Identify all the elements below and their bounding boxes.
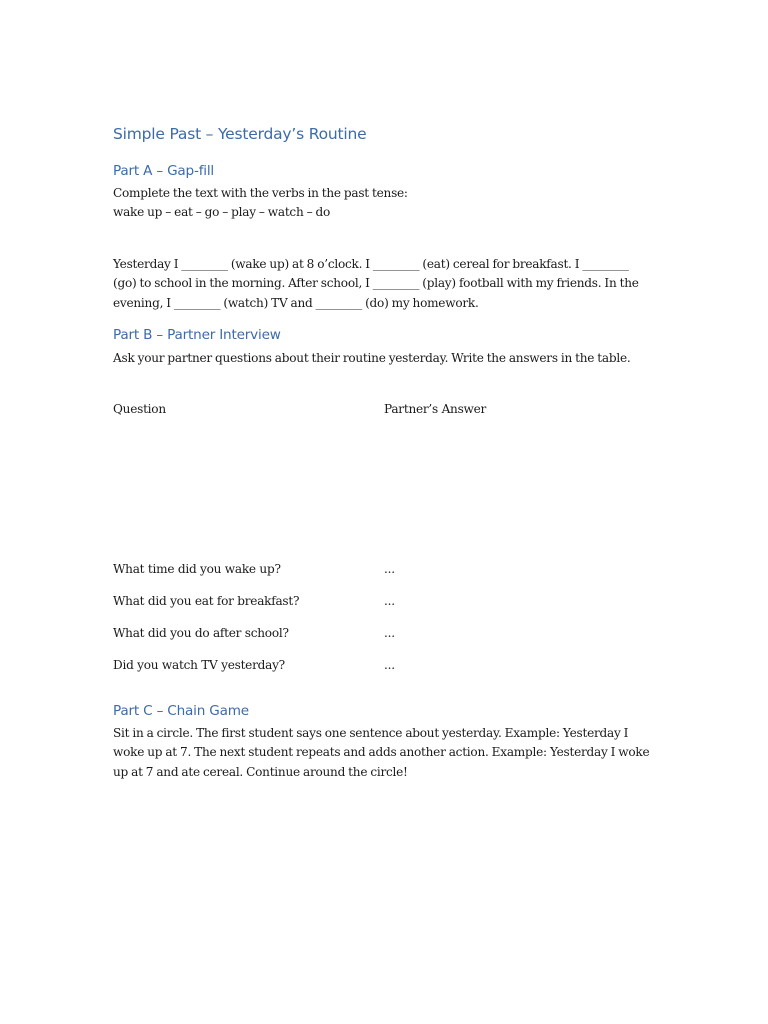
table-cell-question: What time did you wake up?	[113, 562, 281, 576]
document-title: Simple Past – Yesterday’s Routine	[113, 125, 367, 143]
part-b-instruction-line: Ask your partner questions about their routine yesterday. Write the answers in the table.	[113, 351, 631, 365]
part-c-text-line: up at 7 and ate cereal. Continue around the circle!	[113, 764, 408, 779]
table-cell-answer: ...	[384, 594, 395, 608]
part-b-instructions	[113, 349, 658, 368]
gap-text-line: evening, I ________ (watch) TV and ________ (do) my homework.	[113, 295, 479, 310]
part-a-instruction-line: Complete the text with the verbs in the past tense:	[113, 186, 408, 200]
table-cell-answer: ...	[384, 658, 395, 672]
part-a-verb-list: wake up – eat – go – play – watch – do	[113, 205, 331, 220]
part-b-heading: Part B – Partner Interview	[113, 327, 281, 343]
part-a-gap-text	[113, 255, 658, 313]
gap-text-line: Yesterday I ________ (wake up) at 8 o’clock. I ________ (eat) cereal for breakfast. I ________	[113, 257, 629, 271]
part-c-heading: Part C – Chain Game	[113, 703, 249, 719]
part-c-text-line: Sit in a circle. The first student says one sentence about yesterday. Example: Yesterday I	[113, 726, 629, 740]
table-cell-question: Did you watch TV yesterday?	[113, 658, 285, 672]
table-cell-question: What did you eat for breakfast?	[113, 594, 300, 608]
part-a-heading: Part A – Gap-fill	[113, 163, 215, 179]
part-c-text	[113, 724, 658, 782]
table-cell-question: What did you do after school?	[113, 626, 289, 640]
table-cell-answer: ...	[384, 562, 395, 576]
table-header-question: Question	[113, 402, 166, 416]
gap-text-line: (go) to school in the morning. After school, I ________ (play) football with my friends. In the	[113, 276, 639, 291]
table-cell-answer: ...	[384, 626, 395, 640]
table-header-answer: Partner’s Answer	[384, 402, 487, 416]
part-a-instructions	[113, 184, 658, 223]
part-c-text-line: woke up at 7. The next student repeats and adds another action. Example: Yesterday I woke	[113, 745, 650, 760]
